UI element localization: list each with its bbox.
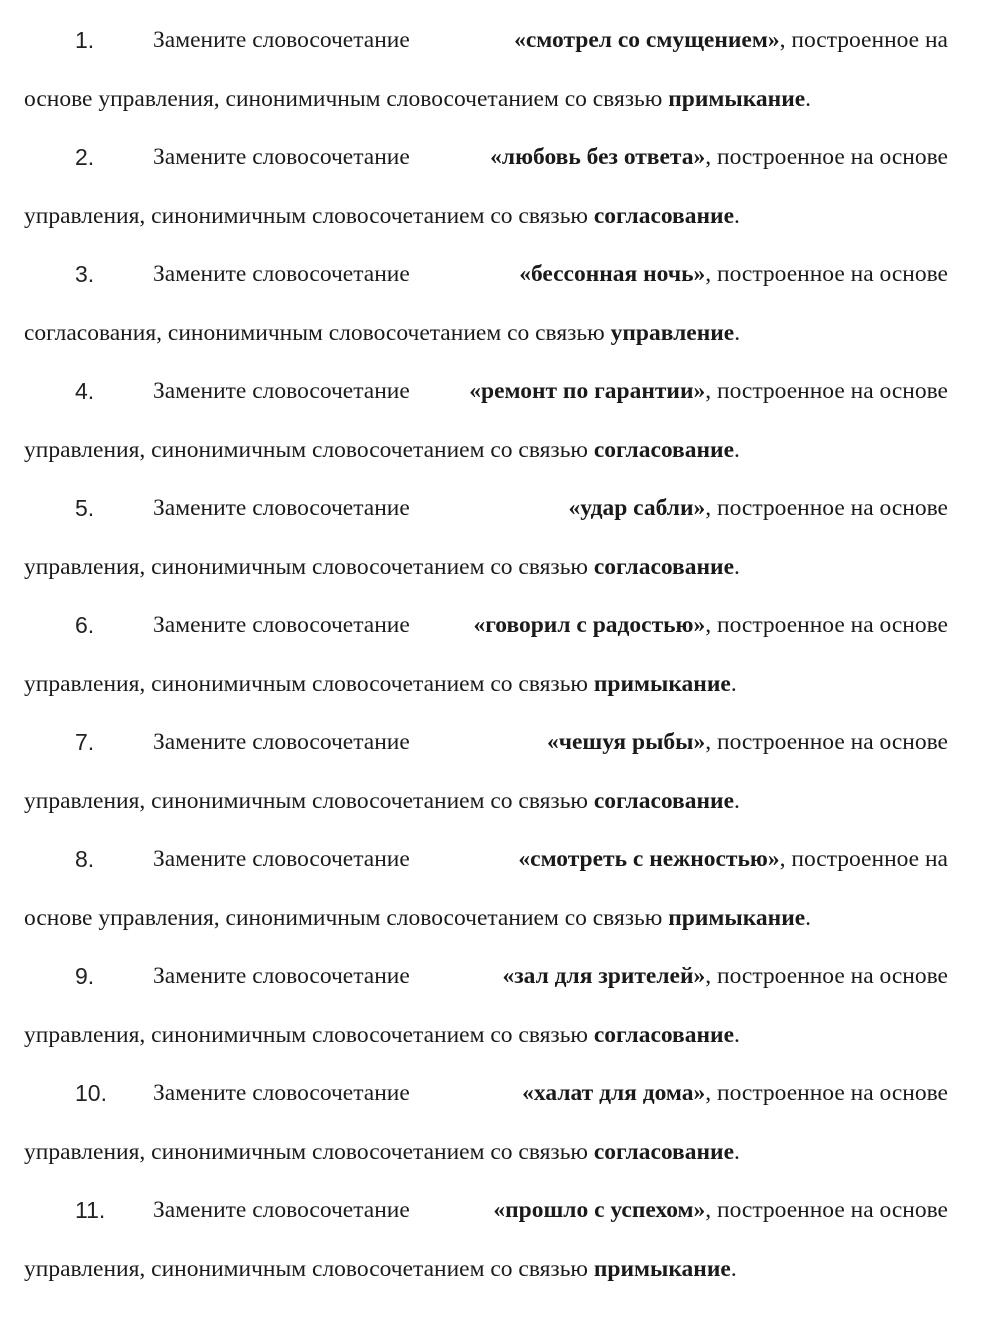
task-line-2 [24,1015,948,1074]
task-instruction: управления, синонимичным словосочетанием со связью [24,670,588,697]
task-item [24,488,948,605]
task-item [24,137,948,254]
task-number: 1. [75,27,95,53]
task-period: . [730,670,737,697]
task-target: согласование [593,1021,734,1048]
task-period: . [734,319,741,346]
task-item [24,1190,948,1307]
task-period: . [734,787,740,814]
task-target: согласование [593,436,734,463]
task-item [24,254,948,371]
task-phrase: «зал для зрителей» [502,963,706,989]
task-line-1 [24,488,948,547]
task-instruction: согласования, синонимичным словосочетанием со связью [24,319,605,346]
task-lead: Замените словосочетание [153,495,410,521]
task-period: . [734,202,740,229]
task-line-2 [24,781,948,840]
task-lead: Замените словосочетание [153,729,410,755]
task-phrase-group [490,137,948,196]
task-item [24,956,948,1073]
task-target: согласование [593,787,734,814]
task-number: 5. [75,495,95,521]
task-line-2 [24,1249,948,1308]
task-line-1 [24,839,948,898]
task-lead: Замените словосочетание [153,846,410,872]
task-basis: , построенное на основе [705,261,948,287]
task-basis: , построенное на [779,846,948,872]
task-lead: Замените словосочетание [153,963,410,989]
task-item [24,839,948,956]
task-period: . [734,436,740,463]
task-number: 2. [75,144,95,170]
task-phrase-group [502,956,948,1015]
task-basis: , построенное на основе [705,963,948,989]
task-line-2 [24,196,948,255]
task-line-1 [24,20,948,79]
task-lead: Замените словосочетание [153,378,410,404]
task-phrase: «говорил с радостью» [473,612,706,638]
task-number: 7. [75,729,95,755]
task-lead: Замените словосочетание [153,144,410,170]
task-basis: , построенное на основе [705,729,948,755]
task-line-1 [24,137,948,196]
task-target: согласование [593,202,734,229]
task-item [24,20,948,137]
task-period: . [805,904,812,931]
task-instruction: основе управления, синонимичным словосочетанием со связью [24,904,663,931]
task-line-1 [24,1073,948,1132]
task-phrase: «халат для дома» [522,1080,706,1106]
task-number: 11. [75,1197,106,1223]
task-line-2 [24,664,948,723]
task-line-2 [24,79,948,138]
task-phrase: «удар сабли» [568,495,706,521]
task-instruction: управления, синонимичным словосочетанием со связью [24,436,588,463]
task-lead: Замените словосочетание [153,1080,410,1106]
task-line-2 [24,547,948,606]
task-line-2 [24,1132,948,1191]
task-period: . [734,1021,740,1048]
task-basis: , построенное на основе [705,1080,948,1106]
task-basis: , построенное на основе [705,495,948,521]
task-line-1 [24,1190,948,1249]
task-phrase-group [519,254,948,313]
task-instruction: управления, синонимичным словосочетанием со связью [24,1255,588,1282]
task-line-2 [24,430,948,489]
task-line-1 [24,956,948,1015]
task-target: согласование [593,1138,734,1165]
task-instruction: управления, синонимичным словосочетанием со связью [24,1138,588,1165]
task-basis: , построенное на основе [705,378,948,404]
task-basis: , построенное на основе [705,144,948,170]
task-lead: Замените словосочетание [153,261,410,287]
task-phrase-group [547,722,948,781]
task-target: примыкание [668,904,806,931]
task-phrase-group [569,488,948,547]
task-number: 6. [75,612,95,638]
task-phrase-group [518,839,948,898]
task-line-1 [24,605,948,664]
task-instruction: управления, синонимичным словосочетанием со связью [24,787,588,814]
task-phrase: «прошло с успехом» [493,1197,706,1223]
task-number: 3. [75,261,95,287]
task-target: примыкание [668,85,806,112]
task-phrase: «смотреть с нежностью» [518,846,780,872]
task-basis: , построенное на основе [705,1197,948,1223]
task-phrase-group [514,20,948,79]
task-number: 9. [75,963,95,989]
task-phrase: «чешуя рыбы» [546,729,706,755]
task-period: . [805,85,812,112]
task-number: 10. [75,1080,107,1106]
task-instruction: управления, синонимичным словосочетанием со связью [24,553,588,580]
task-instruction: основе управления, синонимичным словосочетанием со связью [24,85,663,112]
task-line-2 [24,313,948,372]
task-lead: Замените словосочетание [153,612,410,638]
task-phrase-group [493,1190,948,1249]
task-phrase-group [522,1073,948,1132]
task-phrase: «ремонт по гарантии» [469,378,706,404]
task-item [24,722,948,839]
task-phrase: «любовь без ответа» [490,144,706,170]
task-item [24,371,948,488]
task-phrase: «смотрел со смущением» [514,27,780,53]
task-lead: Замените словосочетание [153,1197,410,1223]
task-phrase: «бессонная ночь» [519,261,706,287]
task-line-1 [24,371,948,430]
task-target: управление [610,319,735,346]
task-lead: Замените словосочетание [153,27,410,53]
task-target: примыкание [593,1255,731,1282]
task-instruction: управления, синонимичным словосочетанием со связью [24,202,588,229]
task-target: согласование [593,553,734,580]
task-item [24,605,948,722]
task-item [24,1073,948,1190]
task-period: . [734,553,740,580]
task-line-1 [24,254,948,313]
task-number: 8. [75,846,95,872]
task-line-1 [24,722,948,781]
task-period: . [734,1138,740,1165]
task-list [24,20,948,1307]
task-basis: , построенное на основе [705,612,948,638]
task-basis: , построенное на [779,27,948,53]
task-phrase-group [469,371,948,430]
task-period: . [730,1255,737,1282]
task-phrase-group [473,605,948,664]
task-number: 4. [75,378,95,404]
task-instruction: управления, синонимичным словосочетанием со связью [24,1021,588,1048]
task-line-2 [24,898,948,957]
task-target: примыкание [593,670,731,697]
